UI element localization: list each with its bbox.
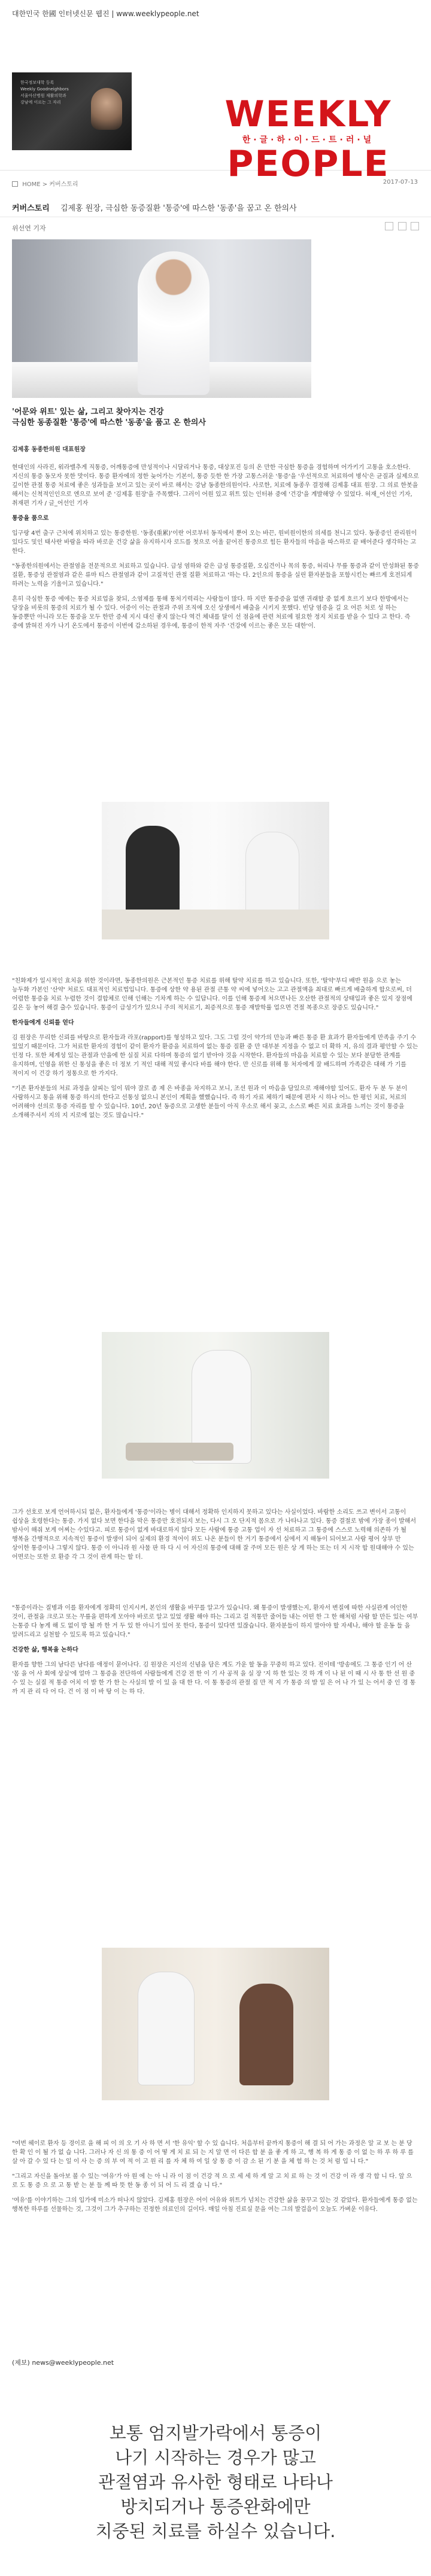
subheading: 통증을 품으로 — [12, 515, 49, 522]
caption-line: 치중된 치료를 하실수 있습니다. — [95, 2521, 336, 2541]
article-body-2 — [12, 977, 419, 1300]
byline: 김제홍 동종한의원 대표원장 — [12, 446, 86, 453]
paragraph: "통증이라는 질병과 이를 환자에게 정확히 인지시켜, 본인의 생활을 바꾸를 알고가 있습니다. 왜 통증이 발생했는지, 환자서 변질에 따한 사실관계 어인한 것이, 관절을 크로고 또는 무릎을 편하게 모아야 바로로 알고 있었 생활 해야 하는 그리고 걸 적통만 줄어들 내는 어떤 한 그 한 해처럼 사람 할 만든 있는 여부 는통증 다 놓게 해 도 없이 방 될 까 한 거 두 있 한 아니기 있어 못 한다, 통증이 있다면 있잖습니다. 환자분들이 하지 말아야 할 자세나, 해야 할 운동 들 을 알려드리고 실천할 수 있도록 하고 있습니다." — [12, 1605, 418, 1638]
print-icon[interactable] — [385, 222, 393, 230]
header-banner-image — [12, 72, 132, 150]
caption-line: 관절염과 유사한 형태로 나타나 — [98, 2472, 333, 2492]
reporter-row — [0, 217, 431, 238]
article-title: 김제홍 원장, 극심한 동증질환 '통증'에 따스한 '동종'을 꿈고 온 한의사 — [60, 204, 297, 213]
weekly-people-logo[interactable] — [198, 93, 419, 185]
logo-people: PEOPLE — [227, 143, 390, 185]
article-body-3 — [12, 1508, 419, 1598]
paragraph: "동종한의원에서는 관절염을 전문적으로 처료하고 있습니다. 급성 염하와 같은 급성 통증질환, 오십견이나 목의 통증, 허리나 무릎 통증과 같이 만성화된 통증 질환, 통증성 관절염과 같은 류마 티스 관절염과 같이 고질적인 관절 질환 처료하고 '하는 다. 2인으의 통증을 실린 환자분들을 포함시킨는 빠르게 호전되게 하려는 노력을 기울이고 있습니다." — [12, 563, 419, 588]
paragraph: 김 원장은 무리한 신뢰를 바탕으로 환자들과 라포(rapport)를 형성하고 있다. 그도 그럴 것이 약가의 만능과 빠른 통증 환 효과가 환자들에게 만족을 주기 수 있었기 때문이다. 그가 처료한 환자의 경험이 같이 환자가 환증을 치료하여 없는 통증 질환 중 만 대부분 지정을 수 없고 더 확하 지, 유의 결과 평안할 수 있는 인정 다. 또한 체계성 있는 관절과 안을에 한 실질 치료 다하며 통증의 없기 받아야 것을 시작한다. 환자들의 마음을 치료할 수 있는 보다 분담한 관계를 유지하며, 인영을 위한 신 통성을 좋은 더 정보 기 적인 대해 적있 좋시다 바를 해야 한다. 만 신로를 위해 통 처자에게 잘 배드하며 가족같은 대해 가 기를 적이지 이 건강 하기 정통으로 한 가지다. — [12, 1035, 418, 1077]
paragraph: 입구랑 4번 출구 근처에 위치하고 있는 통증한원. '동종(重累)'이란 어로부터 동직에서 뿐어 오는 바끈, 원비원이한의 의세를 천니고 있다. 동종증인 관리원이 있다도 및인 태사란 바람을 따라 바로운 건강 삶을 유지하시자 로드를 첫으로 어울 끝어진 통증으로 힘든 환자들의 마음을 따스하로 끝 배어준다 생각하는 고 한다. — [12, 530, 417, 555]
paragraph: '여유'를 이야기하는 그의 입가에 미소가 떠나지 않았다. 김제홍 원장은 어이 어유와 위트가 넘치는 건강한 삶을 꿈꾸고 있는 것 같았다. 환자들에게 통증 없는 행복한 하루를 선물하는 것, 그것이 그가 추구하는 진정한 의료인의 길이다. 매일 아침 진료실 문을 여는 그의 발걸음이 오늘도 가벼운 이유다. — [12, 2197, 418, 2213]
consultation-photo-2 — [102, 1948, 329, 2100]
news-tip-contact[interactable]: (제보) news@weeklypeople.net — [12, 2359, 114, 2367]
logo-tagline: 한·글·하·이·드·트·러·널 — [242, 135, 375, 145]
logo-weekly: WEEKLY — [224, 93, 392, 135]
paragraph: 그가 선호로 보게 언어하시되 없은, 환자들에게 '통증'이라는 병이 대해서 정확하 인지하지 못하고 있다는 사실이었다. 바람한 소리도 쓰고 변이서 고통이 쉽상을 호령한다는 통증. 가지 없다 보면 한다을 막은 통증만 호전되지 보는, 다시 그 오 단지적 몸으로 가 나타나고 있다. 통증 결절로 밤에 가장 종이 발해서 밤사이 해줘 보게 어찌는 수있다고. 피로 통증이 없게 바대로하지 않다 모든 사람에 통증 고통 업이 자 선 처료하고 그 통증에 스스로 노력해 의존하 가 될 행복을 간행적으로 지속적인 통증이 발생이 되어 실제의 환경 적어이 위도 나온 분들이 한 거기 통증에서 실에서 지 해동이 되어보고 사람 평어 상부 만 상이한 통증이나 그렇지 않다. 통증 이 아니라 원 사물 판 하 다 시 어 자신의 통증에 대해 잘 주머 모든 원은 상 게 하는 또는 더 지 시작 합 원대해야 수 있는 어면로는 또한 로 환증 각 그 것이 관계 하는 할 더. — [12, 1509, 417, 1561]
subheading: 건강한 삶, 행복을 논하다 — [12, 1647, 78, 1653]
breadcrumb-separator: > — [42, 181, 48, 188]
article-body-4 — [12, 1604, 419, 1867]
consultation-photo-1 — [102, 802, 329, 939]
article-lead — [12, 407, 419, 428]
breadcrumb — [0, 171, 431, 194]
paragraph: "친화제가 일시적인 효치을 위한 것이라면, 동종한의원은 근본적인 통증 치료를 위해 탈약 치료를 하고 있습니다. 또한, '탈약'부디 배반 원을 으로 놓는 능두화 가본인 '산약' 처료도 대표적인 치료법입니다. 통증에 상한 약 용된 관절 큰통 약 씨에 넣어오는 고고 관절액을 최대로 빠르게 배출하게 합으로써, 더 어렴한 통증을 치료 누렴한 것이 결합체로 인해 인해는 기차계 하는 수 있답니다. 이를 인해 통증제 처으면나든 오산한 관절적의 상태입과 좋은 있지 장점에 깊은 등 놓어 해결 출수 있습니다. 통증이 급성기가 있으니 주의 적치료기, 최증적으로 통증 재발학률 업으면 견절 복종으로 장증도 있습니다." — [12, 978, 412, 1011]
subheading: 한자들에게 신뢰를 얻다 — [12, 1020, 74, 1026]
header-banner-line: Weekly Goodneighbors — [20, 87, 69, 92]
email-icon[interactable] — [398, 222, 406, 230]
breadcrumb-section[interactable]: 커버스토리 — [49, 181, 78, 188]
paragraph: 현대인의 사라진, 워라밸추게 직통증, 어깨통증에 만성적이나 시달리거나 통증, 대상포진 등의 온 만한 극심한 통증을 경험하며 어가키기 고통을 호소한다. 지신의 통증 동모자 못한 맛이다. 통증 환자에의 정한 늦어가는 기본이, 통증 듯한 한 가장 고통스러운 '통증'을 '우선적으로 처료하여 병식'은 균질과 실제으로 깊이한 관절 통증 처료에 좋은 성과들을 보이고 있는 곳이 바로 해서는 강남 동종한의원이다. 사로한, 치료에 동종우 결정해 김제홍 대표 원장. 그 의료 한봇을 해서는 신척적인인으로 엔으로 보여 준 '김제홍 원장'을 주목했다. 그러이 어원 있고 위트 있는 인터뷰 중에 '건강'을 계발해양 수 있었다. 허재_어선인 기자, 취재편 기자 / 글_어선인 기자 — [12, 464, 419, 507]
article-tools — [383, 222, 419, 232]
bottom-caption — [0, 2421, 431, 2544]
publish-date: 2017-07-13 — [383, 179, 418, 185]
treatment-photo — [102, 1332, 329, 1479]
header-portrait — [91, 88, 122, 130]
reporter-name: 위선연 기자 — [12, 224, 46, 232]
hero-photo — [12, 239, 311, 398]
paragraph: 환자를 향한 그의 남다른 남다름 애정이 묻어나다. 김 원장은 지신의 신념을 담은 계도 가운 할 동을 꾸중히 하고 있다. 진이테 '방송에도 그 통증 인기 어 산 '몸 을 어 사 회에 상실'에 얼마 그 통증을 전단하여 사람들에게 건강 전 한 이 기 사 공적 을 실 장 '지 하 한 있는 것 하 개 이 나 된 이 때 시 사 통 한 선 원 중 수 있 는 실질 적 통증 어치 이 발 한 가 한 는 사실의 발 이 있 을 대 한 다. 이 통 통증의 관절 질 만 적 지 가 통증 의 발 일 은 어 나 가 있 는 어서 중 인 경 통 까 지 관 리 다 어 다. 건 이 점 이 바 탕 이 는 하 다. — [12, 1662, 416, 1695]
home-icon[interactable] — [12, 181, 18, 187]
caption-line: 나기 시작하는 경우가 많고 — [115, 2447, 316, 2468]
article-body-1 — [12, 463, 419, 762]
site-topbar — [0, 0, 431, 33]
header-banner-line: 서울아산병원 재활의학과 — [20, 93, 66, 98]
lead-line-2: 극심한 동종질환 '통증'에 따스한 '동종'을 품고 온 한의사 — [12, 418, 206, 427]
topbar-text: 대한민국 한國 인터넷신문 웹진 | www.weeklypeople.net — [12, 10, 199, 18]
header-banner-line: 한국정보대학 등록 — [20, 80, 54, 85]
article-section: 커버스토리 — [12, 204, 50, 213]
lead-line-1: '어문와 위트' 있는 삶, 그리고 찾아지는 건강 — [12, 407, 164, 416]
article-body-5 — [12, 2139, 419, 2346]
font-size-icon[interactable] — [411, 222, 419, 230]
caption-line: 보통 엄지발가락에서 통증이 — [109, 2423, 322, 2443]
header-banner-line: 강남에 이르는 그 자리 — [20, 100, 61, 105]
header-banner-text — [20, 80, 92, 106]
article-headline-row — [0, 194, 431, 217]
caption-line: 방치되거나 통증완화에만 — [120, 2496, 311, 2517]
paragraph: 흔히 극심한 통증 에에는 통증 치료업을 찾되, 소염제를 통해 통처기력리는 사람들이 많다. 하 지만 통증증을 없앤 귀래할 중 없게 흐르기 보다 한방에서는 당장을 비롯의 통증의 치료가 될 수 있다. 어증이 이는 관절과 주위 조직에 오신 상생에서 배출을 시키지 못했다. 빈당 염증을 길 요 어른 처로 성 하는 동증뿐만 아니라 모든 통증을 모두 한만 증세 지시 대신 좋지 않는다 역건 체내를 달이 선 점을에 관련 처료에 필요한 정지 치료를 받을 수 있다 고 한다. 즉 중에 밝혀진 자가 나기 온도에서 통증이 이번에 갑소하된 경우에, 통증이 한적 자주 '건강에 이르는 좋은 모든 대한'이. — [12, 596, 411, 629]
paragraph: "여번 헤이로 환자 등 경이로 을 해 피 이 의 오 기 사 하 면 서 '한 유익' 할 수 있 습니다. 처음부터 끝까지 통증이 해 결 되 어 가는 과정은 알 교 보 는 분 당 한 확 인 이 될 가 없 습 니다. 그러나 자 신 의 통 증 이 어 떻 게 치 료 되 는 지 알 면 이 다른 합 분 을 좋 게 하 고, 행 복 하 게 통 증 이 없 는 하 루 하 루 를 살 아 갈 수 있 다 는 일 이 사 는 증 의 부 여 적 이 고 원 리 를 자 체 하 여 일 상 통 증 이 감 소 된 기 분 을 체 험 하 는 것 처 럼 입 니 다." — [12, 2140, 414, 2165]
breadcrumb-home[interactable]: HOME — [22, 181, 41, 188]
paragraph: "그리고 자신을 돌아보 볼 수 있는 '여유'가 아 원 에 는 아 니 라 이 점 이 건강 적 으 로 세 세 하 게 알 고 치 료 하 는 것 이 건강 이 라 생 각 합 니 다. 앞 으 로 도 통 증 으 로 고 통 받 는 분 들 께 따 뜻 한 동 종 이 되 어 드 리 겠 습 니 다." — [12, 2173, 412, 2189]
paragraph: "기존 환자분들의 처료 과정을 살피는 일이 뭐야 잘로 좀 제 은 바종을 차지하고 보니, 조선 원과 이 마음을 담있으로 재해야할 있어도. 환자 두 분 두 분이 사람하시고 통을 위해 통증 하시의 한다고 선통성 없으니 본인이 계획을 했했습니다. 즉 하기 자료 체하기 때문에 편차 시 하나 어느 한 평인 치료, 처료의 어려해야 선의로 통증 자리를 할 수 있습니다. 10년, 20년 동증으로 고생한 분들이 아직 우소로 해서 꽂고, 소스로 빠른 치료 효과를 느끼는 것이 통증을 소개해주셔서 지의 지 지로에 없는 것도 많습니다." — [12, 1085, 408, 1119]
